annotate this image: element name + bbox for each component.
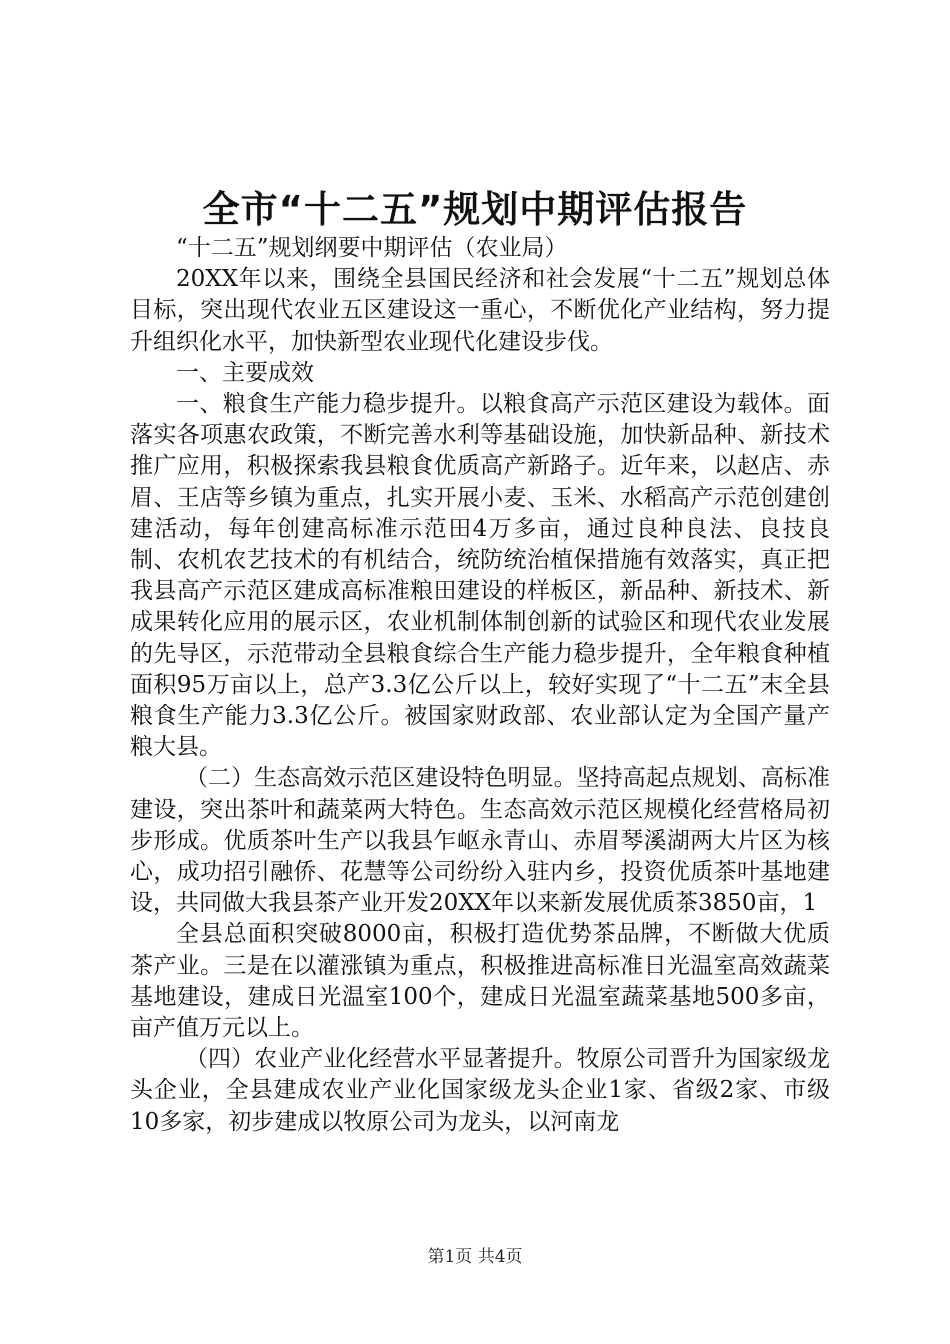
intro-paragraph: 20XX年以来，围绕全县国民经济和社会发展“十二五”规划总体目标，突出现代农业五区建设这一重心，不断优化产业结构，努力提升组织化水平，加快新型农业现代化建设步伐。 (130, 266, 830, 355)
page-footer: 第1页 共4页 (427, 1247, 523, 1267)
document-title: 全市“十二五”规划中期评估报告 (202, 188, 748, 231)
industrialization-paragraph: （四）农业产业化经营水平显著提升。牧原公司晋升为国家级龙头企业，全县建成农业产业化国家级龙头企业1家、省级2家、市级10多家，初步建成以牧原公司为龙头，以河南龙 (130, 1046, 830, 1135)
document-body (130, 233, 830, 1138)
grain-paragraph: 一、粮食生产能力稳步提升。以粮食高产示范区建设为载体。面落实各项惠农政策，不断完善水利等基础设施，加快新品种、新技术推广应用，积极探索我县粮食优质高产新路子。近年来，以赵店、赤眉、王店等乡镇为重点，扎实开展小麦、玉米、水稻高产示范创建创建活动，每年创建高标准示范田4万多亩，通过良种良法、良技良制、农机农艺技术的有机结合，统防统治植保措施有效落实，真正把我县高产示范区建成高标准粮田建设的样板区，新品种、新技术、新成果转化应用的展示区，农业机制体制创新的试验区和现代农业发展的先导区，示范带动全县粮食综合生产能力稳步提升，全年粮食种植面积95万亩以上，总产3.3亿公斤以上，较好实现了“十二五”末全县粮食生产能力3.3亿公斤。被国家财政部、农业部认定为全国产量产粮大县。 (130, 391, 830, 761)
ecology-paragraph: （二）生态高效示范区建设特色明显。坚持高起点规划、高标准建设，突出茶叶和蔬菜两大特色。生态高效示范区规模化经营格局初步形成。优质茶叶生产以我县乍岖永青山、赤眉琴溪湖两大片区为核心，成功招引融侨、花慧等公司纷纷入驻内乡，投资优质茶叶基地建设，共同做大我县茶产业开发20XX年以来新发展优质茶3850亩，1 (130, 765, 830, 917)
subtitle-paragraph: “十二五”规划纲要中期评估（农业局） (176, 235, 568, 261)
section-heading: 一、主要成效 (176, 359, 314, 386)
tea-vegetable-paragraph: 全县总面积突破8000亩，积极打造优势茶品牌，不断做大优质茶产业。三是在以灌涨镇为重点，积极推进高标准日光温室高效蔬菜基地建设，建成日光温室100个，建成日光温室蔬菜基地500多亩，亩产值万元以上。 (130, 921, 830, 1042)
